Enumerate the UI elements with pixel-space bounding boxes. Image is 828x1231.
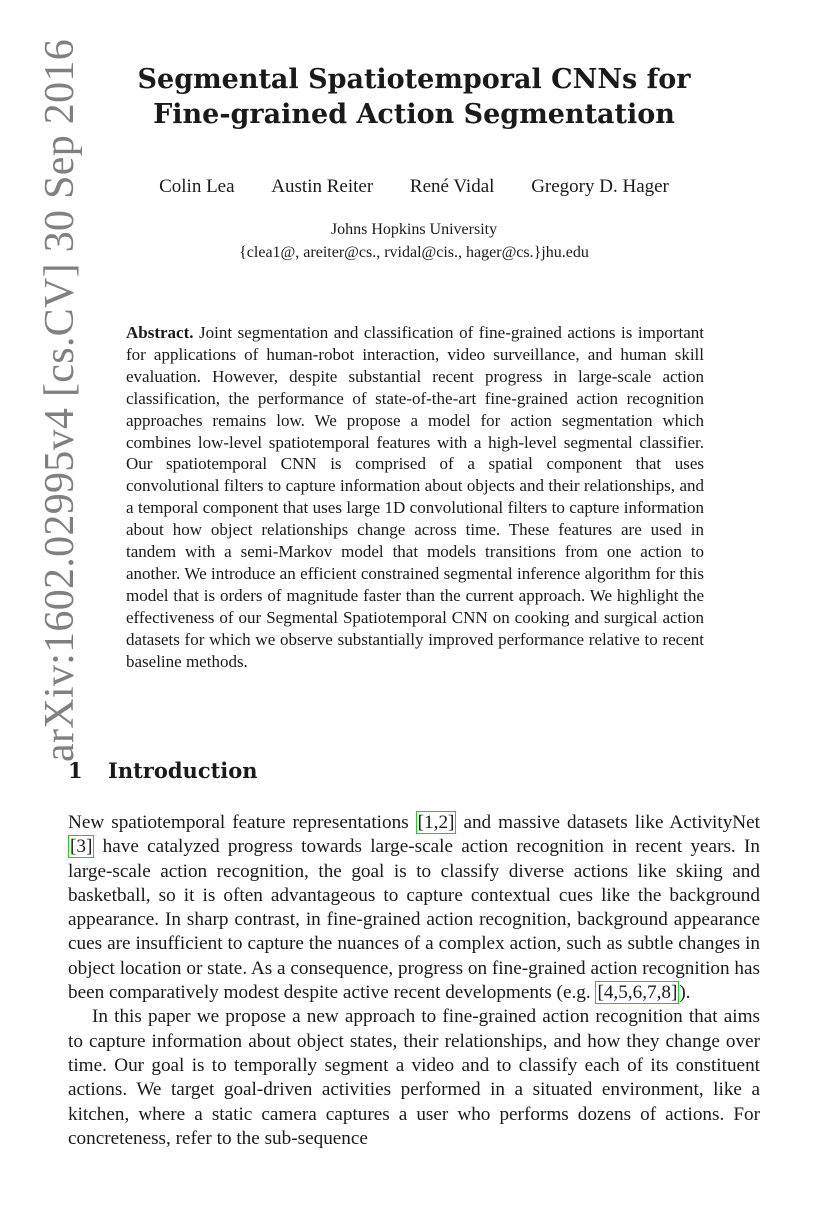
abstract-label: Abstract. — [126, 323, 194, 342]
paragraph — [68, 811, 760, 1005]
institution: Johns Hopkins University — [330, 221, 498, 238]
abstract-text: Joint segmentation and classification of fine-grained actions is important for applications of human-robot interaction, video surveillance, and human skill evaluation. However, despite substantial recent progress in large-scale action classification, the performance of state-of-the-art fine-grained action recognition approaches remains low. We propose a model for action segmentation which combines low-level spatiotemporal features with a high-level segmental classifier. Our spatiotemporal CNN is comprised of a spatial component that uses convolutional filters to capture information about objects and their relationships, and a temporal component that uses large 1D convolutional filters to capture information about how object relationships change across time. These features are used in tandem with a semi-Markov model that models transitions from one action to another. We introduce an efficient constrained segmental inference algorithm for this model that is orders of magnitude faster than the current approach. We highlight the effectiveness of our Segmental Spatiotemporal CNN on cooking and surgical action datasets for which we observe substantially improved performance relative to recent baseline methods. — [126, 323, 705, 671]
author-list — [120, 176, 708, 198]
section-heading — [68, 758, 768, 783]
author-name: Colin Lea — [159, 176, 235, 197]
author-name: Austin Reiter — [271, 176, 374, 197]
abstract — [126, 322, 704, 673]
citation-link[interactable]: [3] — [70, 836, 93, 858]
paper-title — [120, 62, 708, 132]
title-line-1: Segmental Spatiotemporal CNNs for — [137, 64, 691, 95]
arxiv-identifier: arXiv:1602.02995v4 [cs.CV] 30 Sep 2016 — [37, 38, 83, 762]
section-title: Introduction — [108, 758, 258, 783]
paragraph-text: In this paper we propose a new approach to fine-grained action recognition that aims to capture information about object states, their relationships, and how they change over time. Our goal is to temporally segment a video and to classify each of its constituent actions. We target goal-driven activities performed in a situated environment, like a kitchen, where a static camera captures a user who performs dozens of actions. For concreteness, refer to the sub-sequence — [68, 1006, 760, 1149]
author-name: René Vidal — [409, 176, 495, 197]
introduction-body — [68, 811, 760, 1151]
paragraph-text: New spatiotemporal feature representations — [68, 812, 416, 833]
paragraph — [68, 1005, 760, 1151]
paragraph-text: and massive datasets like ActivityNet — [456, 812, 760, 833]
affiliation — [120, 218, 708, 264]
citation-link[interactable]: [4,5,6,7,8] — [597, 982, 678, 1004]
paragraph-text: have catalyzed progress towards large-scale action recognition in recent years. In large-scale action recognition, the goal is to classify diverse actions like skiing and basketball, so it is often advantageous to capture contextual cues like the background appearance. In sharp contrast, in fine-grained action recognition, background appearance cues are insufficient to capture the nuances of a complex action, such as subtle changes in object location or state. As a consequence, progress on fine-grained action recognition has been comparatively modest despite active recent developments (e.g. — [68, 836, 760, 1004]
author-emails: {clea1@, areiter@cs., rvidal@cis., hager@cs.}jhu.edu — [239, 244, 589, 261]
author-name: Gregory D. Hager — [531, 176, 669, 197]
citation-link[interactable]: [1,2] — [417, 812, 455, 833]
paragraph-text: ). — [679, 982, 691, 1004]
title-line-2: Fine-grained Action Segmentation — [153, 99, 675, 130]
section-number: 1 — [68, 758, 83, 783]
